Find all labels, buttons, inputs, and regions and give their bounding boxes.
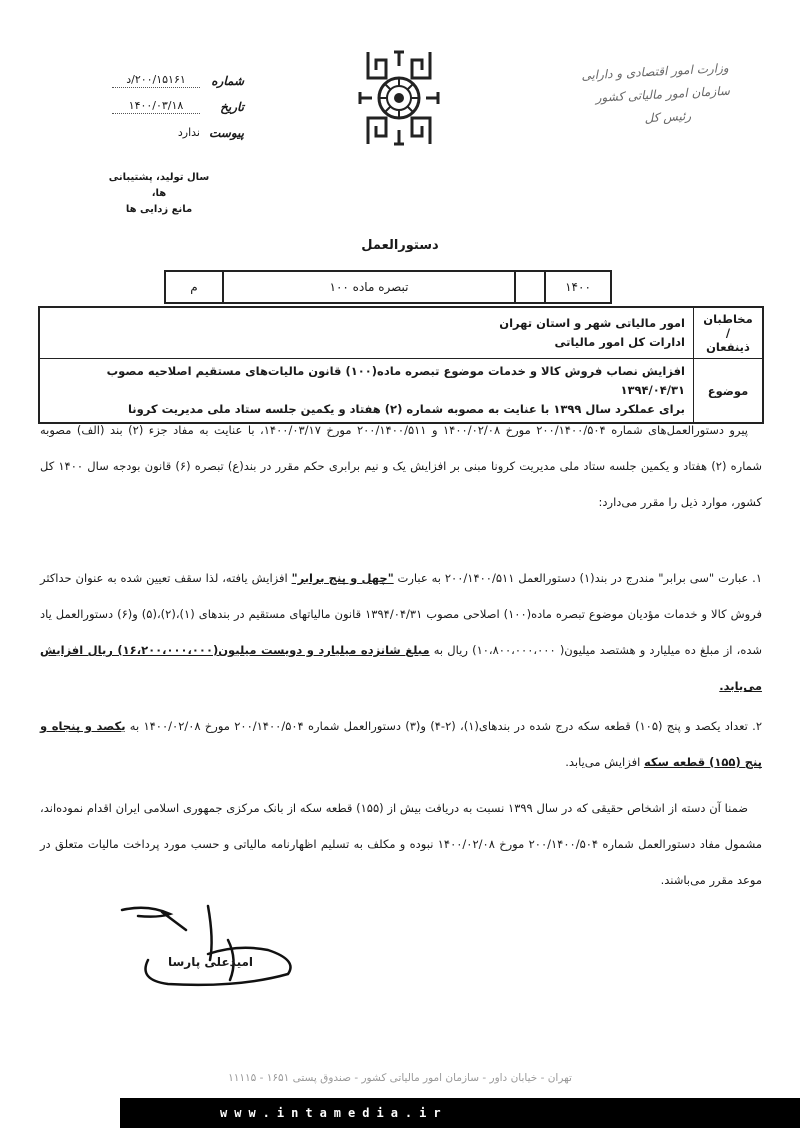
addressee-label-2: ذینفعان [706,340,750,354]
body-intro [40,412,762,520]
intro-paragraph: پیرو دستورالعمل‌های شماره ۲۰۰/۱۴۰۰/۵۰۴ مورخ ۱۴۰۰/۰۲/۰۸ و ۲۰۰/۱۴۰۰/۵۱۱ مورخ ۱۴۰۰/۰۳/۱۷، با عنایت به مفاد جزء (۲) بند (الف) مصوبه شماره (۲) هفتاد و یکمین جلسه ستاد ملی مدیریت کرونا مبنی بر افزایش یک و نیم برابری حکم مقرر در بند(ع) تبصره (۶) قانون بودجه سال ۱۴۰۰ کل کشور، موارد ذیل را مقرر می‌دارد: [40,423,762,509]
number-label: شماره [211,74,244,88]
letter-meta [112,62,244,140]
year-slogan [104,170,214,218]
footer-address: تهران - خیابان داور - سازمان امور مالیاتی کشور - صندوق پستی ۱۶۵۱ - ۱۱۱۱۵ [228,1072,572,1084]
ministry-line-1: وزارت امور اقتصادی و دارایی [581,60,729,83]
item-2-paragraph [40,708,762,780]
ministry-line-3: رئیس کل [644,108,692,126]
closing-paragraph: ضمنا آن دسته از اشخاص حقیقی که در سال ۱۳۹۹ نسبت به دریافت بیش از (۱۵۵) قطعه سکه از بانک مرکزی جمهوری اسلامی ایران اقدام نموده‌اند، مشمول مفاد دستورالعمل شماره ۲۰۰/۱۴۰۰/۵۰۴ مورخ ۱۴۰۰/۰۲/۰۸ نبوده و مکلف به تسلیم اظهارنامه مالیاتی و حسب مورد پرداخت مالیات متعلق در موعد مقرر می‌باشند. [40,801,763,887]
footer-website-bar [120,1098,800,1128]
ministry-line-2: سازمان امور مالیاتی کشور [595,83,731,105]
subject-cell: تبصره ماده ۱۰۰ [222,272,514,302]
item-1-amount: مبلغ شانزده میلیارد و دویست میلیون(۱۶،۲۰۰،۰۰۰،۰۰۰) ریال افزایش می‌یابد. [40,643,762,693]
slogan-line-1: سال تولید، پشتیبانی ها، [108,172,210,199]
subject-label: موضوع [694,359,764,424]
number-row [112,62,244,88]
addressee-subject-table [38,306,764,424]
item-1-paragraph [40,560,762,704]
addressee-label-cell [694,307,764,359]
date-label: تاریخ [220,100,244,114]
item-1 [40,560,762,704]
website-url: www.intamedia.ir [220,1106,448,1120]
blank-cell [514,272,544,302]
addressee-1: امور مالیاتی شهر و استان تهران [499,316,685,330]
number-value: ۲۰۰/۱۵۱۶۱/د [112,73,200,88]
item-1-emphasis: "چهل و پنج برابر" [291,571,394,585]
item-2 [40,708,762,780]
date-row [112,88,244,114]
addressee-2: ادارات کل امور مالیاتی [554,335,685,349]
instruction-number-box [164,270,612,304]
addressee-value-cell [39,307,694,359]
closing [40,790,762,898]
item-1-text-c: افزایش یافته، لذا سقف تعیین شده به عنوان حداکثر فروش کالا و خدمات مؤدیان موضوع تبصره ماده(۱۰۰) اصلاحی مصوب ۱۳۹۴/۰۴/۳۱ قانون مالیاتهای مستقیم در بندهای (۱)،(۲)،(۵) و(۶) دستورالعمل یاد شده، از مبلغ ده میلیارد و هشتصد میلیون( ۱۰،۸۰۰،۰۰۰،۰۰۰) ریال به [40,571,763,657]
slogan-line-2: مانع زدایی ها [125,204,193,215]
item-2-text-c: افزایش می‌یابد. [565,755,644,769]
date-value: ۱۴۰۰/۰۳/۱۸ [112,99,200,114]
ministry-header [528,57,731,136]
signatory-name: امیدعلی پارسا [168,955,254,969]
handwritten-signature-icon [118,900,318,990]
code-cell: م [190,280,198,294]
attachment-row [112,114,244,140]
tax-organization-emblem-icon [356,48,442,148]
subject-line-2: برای عملکرد سال ۱۳۹۹ با عنایت به مصوبه شماره (۲) هفتاد و یکمین جلسه ستاد ملی مدیریت کرونا [127,402,685,416]
item-2-emphasis: یکصد و پنجاه و پنج (۱۵۵) قطعه سکه [40,719,762,769]
item-1-text-a: ۱. عبارت "سی برابر" مندرج در بند(۱) دستورالعمل ۲۰۰/۱۴۰۰/۵۱۱ به عبارت [393,571,762,585]
attachment-label: پیوست [209,126,244,140]
document-title: دستورالعمل [361,238,439,253]
attachment-value: ندارد [177,126,200,139]
addressee-row [39,307,763,359]
year-cell: ۱۴۰۰ [544,272,610,302]
item-2-text-a: ۲. تعداد یکصد و پنج (۱۰۵) قطعه سکه درج شده در بندهای(۱)، (۲-۴) و(۳) دستورالعمل شماره ۲۰۰/۱۴۰۰/۵۰۴ مورخ ۱۴۰۰/۰۲/۰۸ به [125,719,762,733]
subject-line-1: افزایش نصاب فروش کالا و خدمات موضوع تبصره ماده(۱۰۰) قانون مالیات‌های مستقیم اصلاحیه مصوب ۱۳۹۴/۰۴/۳۱ [106,364,685,397]
addressee-label-1: مخاطبان / [703,312,753,340]
